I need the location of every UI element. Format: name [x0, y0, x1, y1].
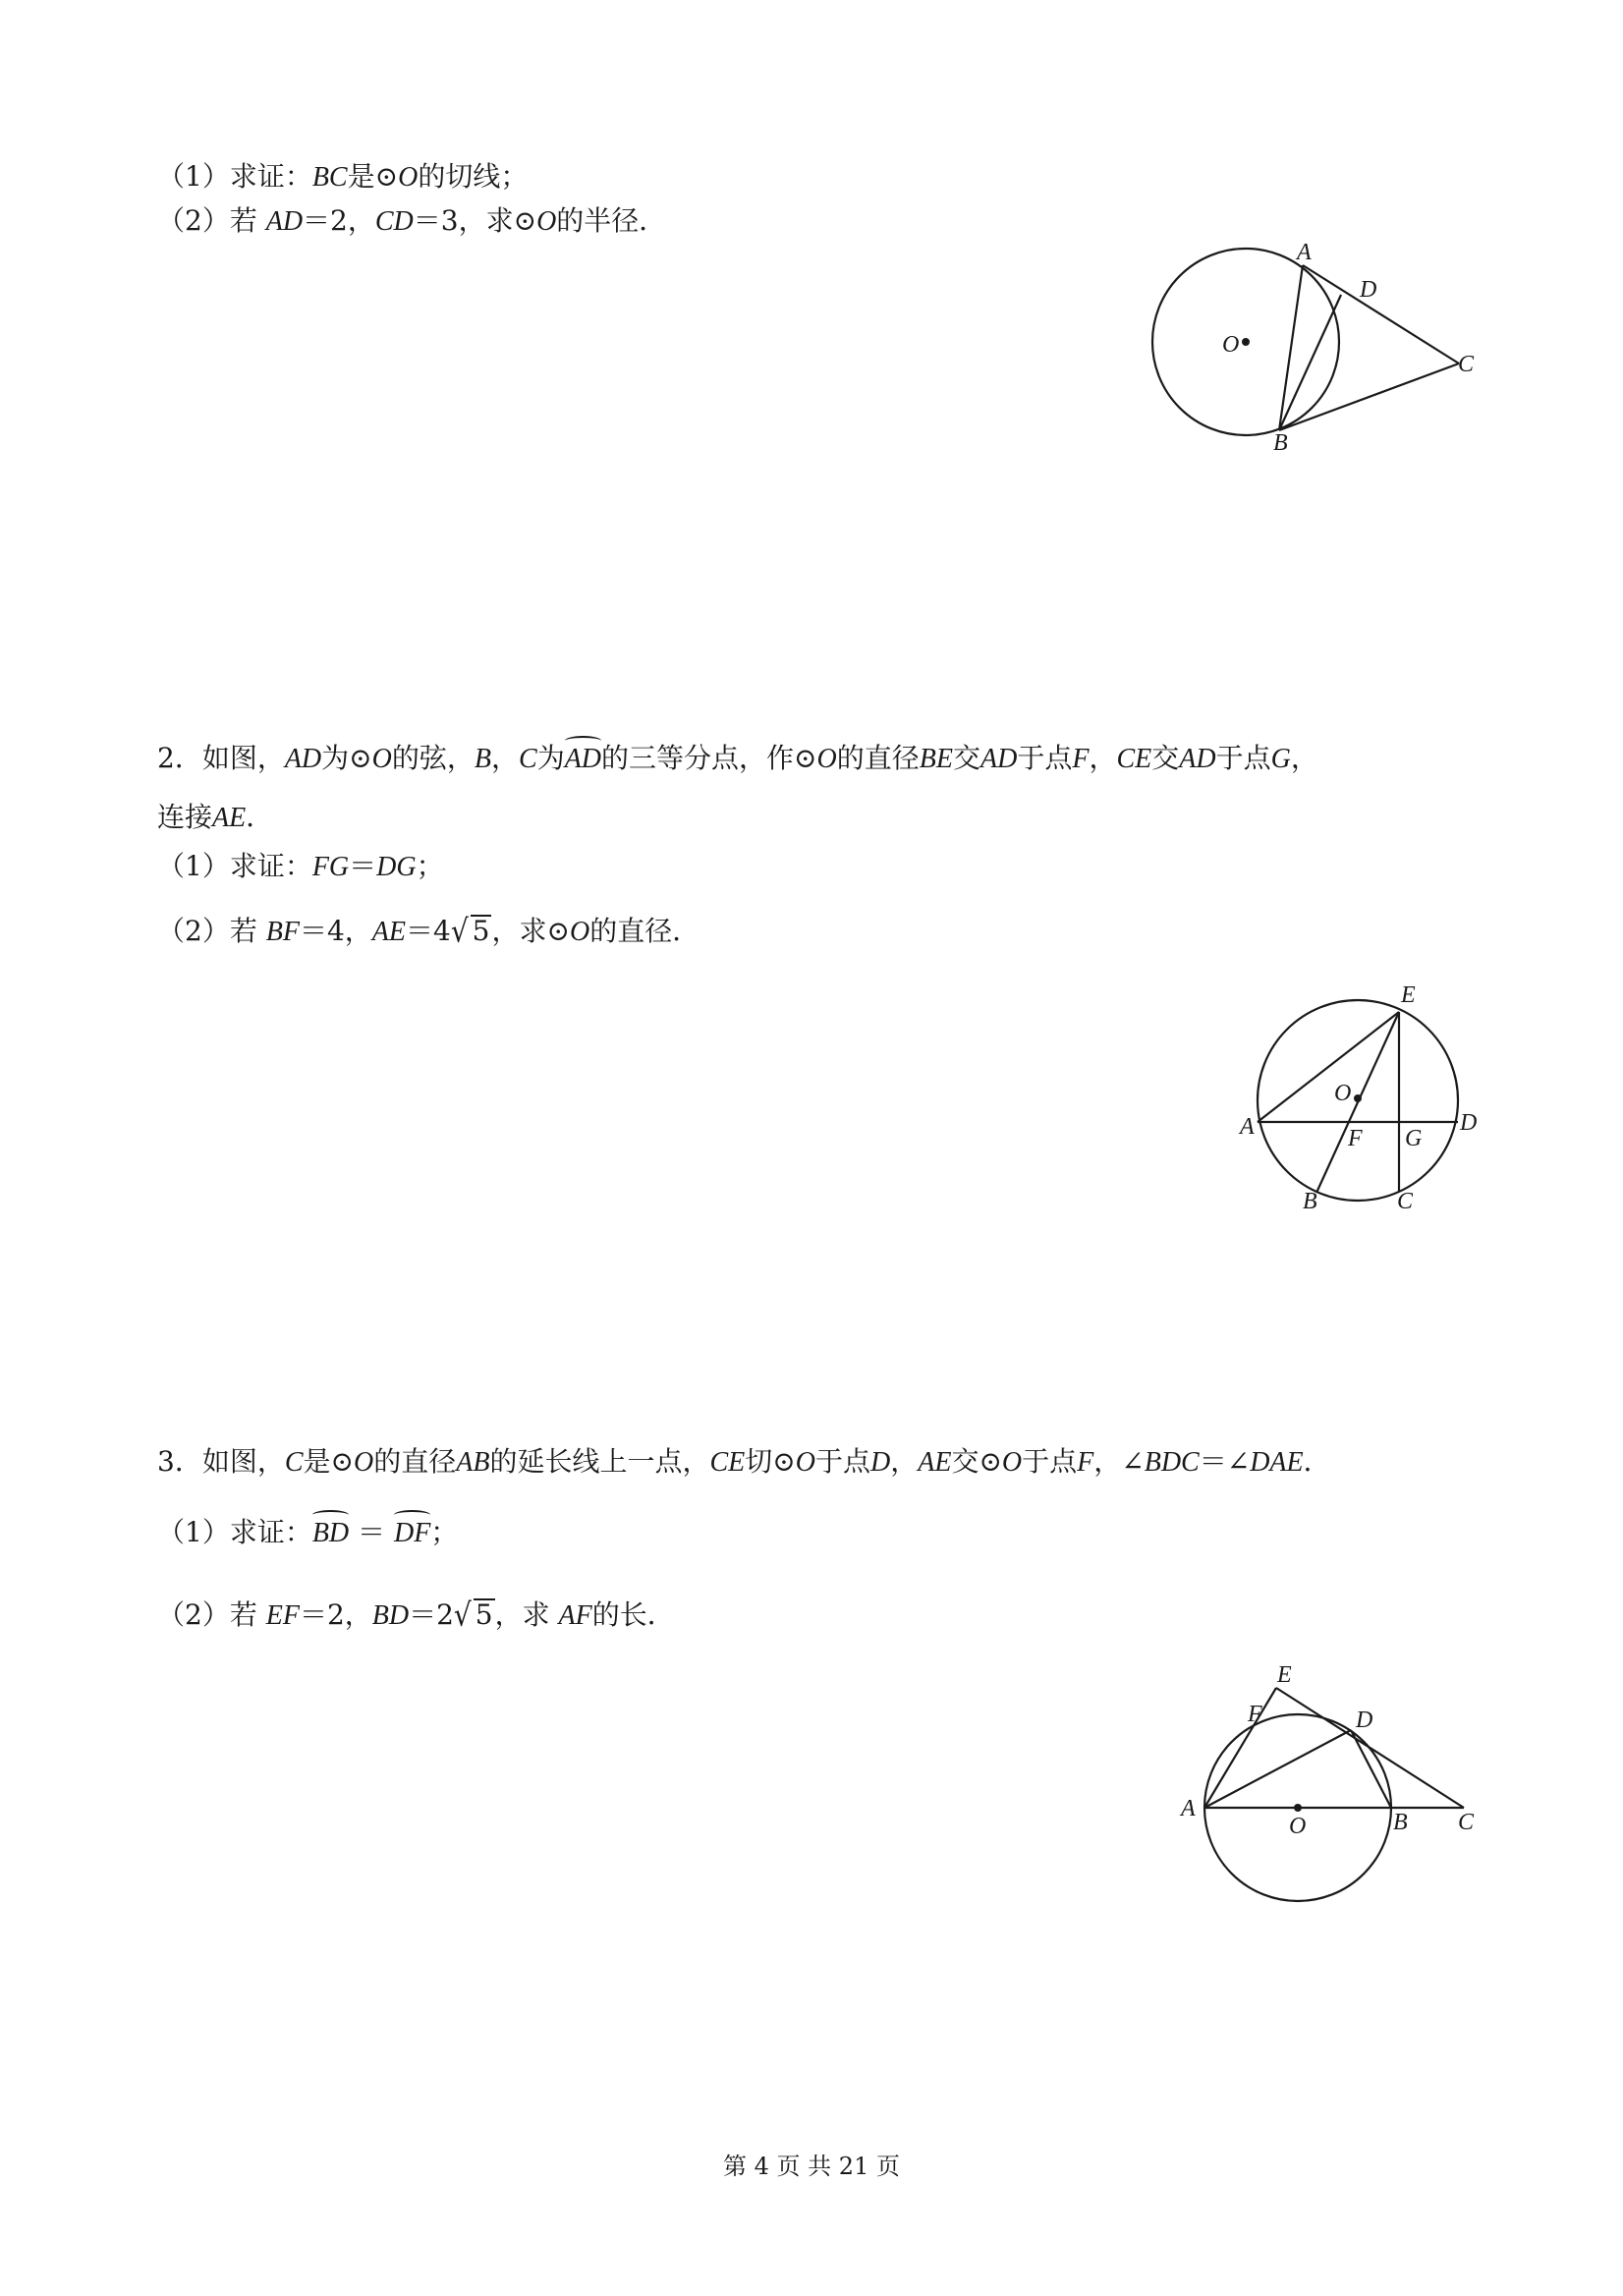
text: 于点 [1215, 742, 1271, 774]
var: BD [371, 1600, 410, 1631]
var: O [398, 162, 419, 193]
problem3-part1 [157, 1513, 458, 1553]
center-dot [1242, 338, 1250, 346]
text: 的直径 [373, 1445, 457, 1478]
var: AE [371, 917, 406, 947]
var: G [1270, 744, 1291, 774]
label-C: C [1397, 1189, 1414, 1214]
text: ＝2， [303, 204, 375, 237]
label-D: D [1356, 1708, 1373, 1733]
text: 的直径 [836, 742, 920, 774]
label-B: B [1303, 1189, 1317, 1214]
var: F [1072, 744, 1090, 774]
text: ， [890, 1445, 919, 1478]
label-O: O [1334, 1081, 1352, 1106]
problem3-part2 [157, 1596, 675, 1636]
label-B: B [1393, 1810, 1408, 1835]
line-bd [1351, 1730, 1391, 1808]
text: 交⊙ [951, 1445, 1002, 1478]
text: ＝ [349, 1516, 394, 1548]
var: BC [311, 162, 348, 193]
text: 交 [1151, 742, 1180, 774]
text: 的三等分点，作⊙ [601, 742, 817, 774]
text: （1）求证： [157, 850, 312, 882]
page-footer: 第 4 页 共 21 页 [723, 2153, 900, 2180]
problem2-part2 [157, 912, 700, 952]
text: 于点 [1017, 742, 1073, 774]
label-D: D [1460, 1110, 1478, 1136]
text: 是⊙ [303, 1445, 354, 1478]
figure-3-tangent-secant [1174, 1651, 1498, 1906]
label-B: B [1273, 430, 1288, 456]
label-A: A [1181, 1796, 1196, 1821]
text: 为 [536, 742, 565, 774]
var: C [519, 744, 537, 774]
label-E: E [1277, 1662, 1292, 1688]
label-G: G [1405, 1126, 1423, 1151]
problem2-statement-line1 [157, 739, 1318, 779]
diameter-be [1316, 1012, 1399, 1193]
text: 于点 [1022, 1445, 1078, 1478]
arc-notation: DF [394, 1514, 430, 1553]
problem1-part2 [157, 201, 666, 242]
text: 的直径． [589, 915, 700, 947]
text: ． [1303, 1445, 1331, 1478]
problem2-statement-line2 [157, 798, 273, 838]
var: BF [265, 917, 300, 947]
text: （1）求证： [157, 160, 312, 193]
text: ； [430, 1516, 459, 1548]
line-ce [1276, 1688, 1464, 1808]
text: （2）若 [157, 204, 266, 237]
label-F: F [1248, 1702, 1262, 1727]
text: ，求⊙ [491, 915, 570, 947]
label-O: O [1222, 332, 1240, 358]
text: 的弦， [391, 742, 475, 774]
text: 的半径． [556, 204, 667, 237]
var: O [536, 206, 557, 237]
label-E: E [1401, 982, 1416, 1008]
sqrt-sign: √ [450, 912, 469, 950]
var: AD [979, 744, 1018, 774]
label-A: A [1297, 240, 1312, 265]
sqrt-radicand: 5 [475, 1598, 493, 1631]
var: C [284, 1447, 304, 1478]
text: ， [1089, 742, 1117, 774]
label-C: C [1458, 1810, 1475, 1835]
var: BDC [1144, 1447, 1200, 1478]
var: AD [284, 744, 322, 774]
text: ＝2， [299, 1598, 372, 1631]
var: O [353, 1447, 374, 1478]
line-ac [1303, 265, 1459, 364]
text: 于点 [814, 1445, 870, 1478]
var: FG [311, 852, 350, 882]
text: 的长． [591, 1598, 675, 1631]
text: ，求 [494, 1598, 559, 1631]
label-C: C [1458, 352, 1475, 377]
var: AE [212, 803, 247, 833]
label-A: A [1240, 1114, 1255, 1140]
text: 切⊙ [745, 1445, 796, 1478]
var: O [569, 917, 590, 947]
text: ， [490, 742, 519, 774]
var: EF [265, 1600, 300, 1631]
text: ＝4， [299, 915, 372, 947]
var: AD [1179, 744, 1216, 774]
text: （1）求证： [157, 1516, 312, 1548]
var: CE [709, 1447, 746, 1478]
var: O [816, 744, 837, 774]
text: ＝4 [405, 915, 451, 947]
var: CD [374, 206, 414, 237]
arc-notation: AD [565, 740, 601, 779]
var: AE [918, 1447, 952, 1478]
text: ， [1290, 742, 1318, 774]
problem2-part1 [157, 847, 444, 887]
line-ad [1204, 1730, 1351, 1808]
var: O [371, 744, 392, 774]
var: O [795, 1447, 815, 1478]
text: ，∠ [1093, 1445, 1145, 1478]
text: 的切线； [418, 160, 529, 193]
text: 为⊙ [321, 742, 372, 774]
text: 的延长线上一点， [489, 1445, 710, 1478]
var: AB [456, 1447, 490, 1478]
var: D [869, 1447, 891, 1478]
label-D: D [1360, 277, 1377, 303]
var: O [1001, 1447, 1023, 1478]
arc-notation: BD [312, 1514, 349, 1553]
line-ae [1258, 1012, 1399, 1122]
text: ＝ [349, 850, 377, 882]
sqrt-sign: √ [453, 1596, 472, 1634]
var: AD [265, 206, 304, 237]
text: ＝2 [409, 1598, 454, 1631]
text: （2）若 [157, 1598, 266, 1631]
var: AF [558, 1600, 592, 1631]
var: CE [1116, 744, 1152, 774]
label-F: F [1348, 1126, 1363, 1151]
text: 3．如图， [157, 1445, 285, 1478]
var: B [474, 744, 491, 774]
var: BE [919, 744, 953, 774]
text: ＝3，求⊙ [413, 204, 537, 237]
problem3-statement [157, 1442, 1331, 1483]
text: 2．如图， [157, 742, 285, 774]
text: ． [246, 801, 274, 833]
figure-2-chord-circle [1228, 973, 1503, 1228]
text: 连接 [157, 801, 213, 833]
problem1-part1 [157, 157, 528, 197]
label-O: O [1289, 1814, 1307, 1839]
text: 交 [952, 742, 980, 774]
figure-1-tangent-circle [1140, 236, 1493, 462]
text: ＝∠ [1199, 1445, 1251, 1478]
text: 是⊙ [347, 160, 399, 193]
var: DG [376, 852, 417, 882]
var: F [1077, 1447, 1094, 1478]
text: （2）若 [157, 915, 266, 947]
sqrt-radicand: 5 [472, 915, 490, 947]
text: ； [416, 850, 444, 882]
var: DAE [1250, 1447, 1304, 1478]
